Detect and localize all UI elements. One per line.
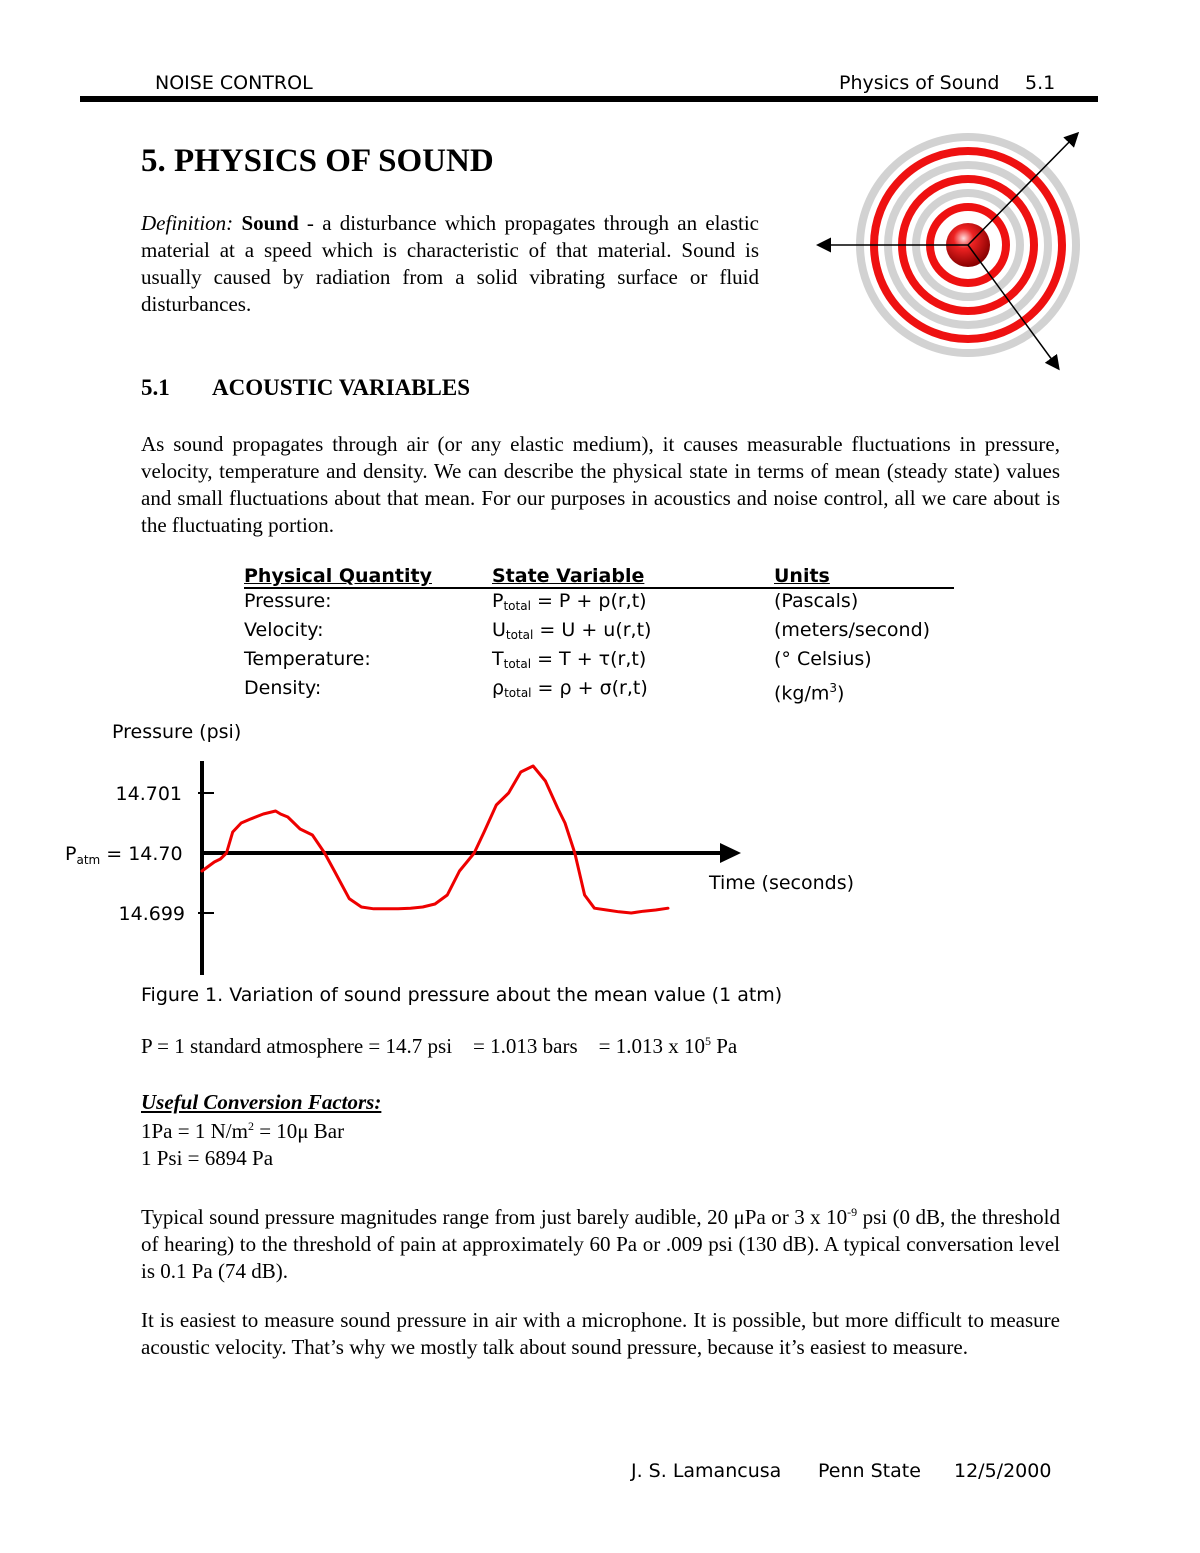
- conversion-line-1: [141, 1119, 344, 1144]
- equation-text: P = 1 standard atmosphere = 14.7 psi = 1.013 bars = 1.013 x 10: [141, 1034, 705, 1058]
- atmosphere-equation: [141, 1034, 737, 1059]
- table-header-row: [244, 565, 954, 588]
- page-title: 5. PHYSICS OF SOUND: [141, 143, 494, 179]
- definition-paragraph: [141, 210, 759, 318]
- quantity-cell: Pressure:: [244, 590, 332, 612]
- quantity-cell: Density:: [244, 677, 322, 699]
- state-subscript: total: [505, 628, 534, 642]
- header-right: Physics of Sound: [839, 72, 1000, 94]
- pressure-time-chart: [60, 715, 880, 985]
- state-symbol: T: [492, 648, 504, 670]
- footer-institution: Penn State: [818, 1460, 921, 1482]
- mean-label-value: = 14.70: [100, 843, 183, 865]
- state-expression: = ρ + σ(r,t): [531, 677, 648, 699]
- section-number: 5.1: [141, 375, 170, 400]
- column-header-quantity: Physical Quantity: [244, 565, 492, 588]
- quantity-cell: Velocity:: [244, 619, 324, 641]
- state-subscript: total: [503, 599, 531, 613]
- acoustic-variables-table: [244, 565, 954, 705]
- state-variable-cell: [492, 618, 774, 647]
- paragraph-text: Typical sound pressure magnitudes range from just barely audible, 20 μPa or 3 x 10: [141, 1205, 848, 1229]
- table-row: [244, 618, 954, 647]
- state-variable-cell: [492, 588, 774, 618]
- units-cell: (meters/second): [774, 619, 931, 641]
- table-row: [244, 588, 954, 618]
- header-page-number: 5.1: [1025, 72, 1056, 94]
- units-text: (kg/m: [774, 682, 830, 705]
- footer-date: 12/5/2000: [954, 1460, 1052, 1482]
- state-expression: = P + p(r,t): [530, 590, 647, 612]
- units-superscript: 3: [829, 681, 838, 695]
- footer-author: J. S. Lamancusa: [631, 1460, 782, 1482]
- conversion-text: 1Pa = 1 N/m: [141, 1119, 248, 1143]
- measurement-paragraph: It is easiest to measure sound pressure in air with a microphone. It is possible, but more difficult to measure acoustic velocity. That’s why we mostly talk about sound pressure, because it’s easiest to measure.: [141, 1308, 1060, 1359]
- section-heading: [141, 375, 470, 401]
- state-subscript: total: [504, 686, 532, 700]
- mean-pressure-label: [65, 843, 183, 867]
- units-cell: [774, 676, 954, 705]
- y-tick-label-bottom: 14.699: [118, 903, 185, 925]
- equation-unit: Pa: [710, 1034, 738, 1058]
- y-axis-label: Pressure (psi): [112, 721, 242, 743]
- column-header-state-variable: State Variable: [492, 565, 774, 588]
- definition-text: - a disturbance which propagates through an elastic material at a speed which is characteristic of that material. Sound is usually caused by radiation from a solid vibrating surface or fluid disturbances.: [141, 211, 760, 316]
- conversion-exponent: 2: [247, 1119, 254, 1133]
- paragraph-text: psi (0 dB, the threshold of hearing) to the threshold of pain at approximately 60 Pa or .009 psi (130 dB). A typical conversation level is 0.1 Pa (74 dB).: [141, 1205, 1060, 1283]
- typical-magnitudes-paragraph: [141, 1199, 1060, 1285]
- table-row: [244, 676, 954, 705]
- state-variable-cell: [492, 647, 774, 676]
- units-cell: (Pascals): [774, 590, 859, 612]
- state-expression: = U + u(r,t): [533, 619, 652, 641]
- state-variable-cell: [492, 676, 774, 705]
- state-symbol: U: [492, 619, 506, 641]
- column-header-units: Units: [774, 565, 954, 588]
- header-rule: [80, 96, 1098, 102]
- conversion-text: = 10μ Bar: [253, 1119, 345, 1143]
- header-left: NOISE CONTROL: [155, 72, 313, 94]
- mean-label-subscript: atm: [76, 853, 101, 867]
- intro-paragraph: As sound propagates through air (or any elastic medium), it causes measurable fluctuations in pressure, velocity, temperature and density. We can describe the physical state in terms of mean (steady state) values and small fluctuations about that mean. For our purposes in acoustics and noise control, all we care about is the fluctuating portion.: [141, 432, 1060, 537]
- conversion-heading: Useful Conversion Factors:: [141, 1090, 382, 1114]
- state-subscript: total: [503, 657, 532, 671]
- quantity-cell: Temperature:: [244, 648, 371, 670]
- state-symbol: P: [492, 590, 504, 612]
- units-close: ): [837, 682, 845, 705]
- table-row: [244, 647, 954, 676]
- section-title: ACOUSTIC VARIABLES: [212, 375, 470, 400]
- state-symbol: ρ: [492, 677, 505, 699]
- figure-caption: Figure 1. Variation of sound pressure about the mean value (1 atm): [141, 984, 783, 1006]
- pressure-series-line: [202, 766, 668, 913]
- definition-label: Definition:: [141, 211, 234, 235]
- sound-wave-illustration: [810, 125, 1100, 375]
- units-cell: (° Celsius): [774, 648, 872, 670]
- definition-term: Sound: [241, 211, 299, 235]
- state-expression: = T + τ(r,t): [531, 648, 647, 670]
- x-axis-label: Time (seconds): [709, 872, 855, 894]
- x-axis-arrowhead: [720, 843, 741, 863]
- paragraph-exponent: -9: [847, 1205, 858, 1219]
- y-tick-label-top: 14.701: [115, 783, 182, 805]
- mean-label-symbol: P: [65, 843, 77, 865]
- equation-exponent: 5: [704, 1034, 711, 1048]
- conversion-line-2: 1 Psi = 6894 Pa: [141, 1146, 274, 1170]
